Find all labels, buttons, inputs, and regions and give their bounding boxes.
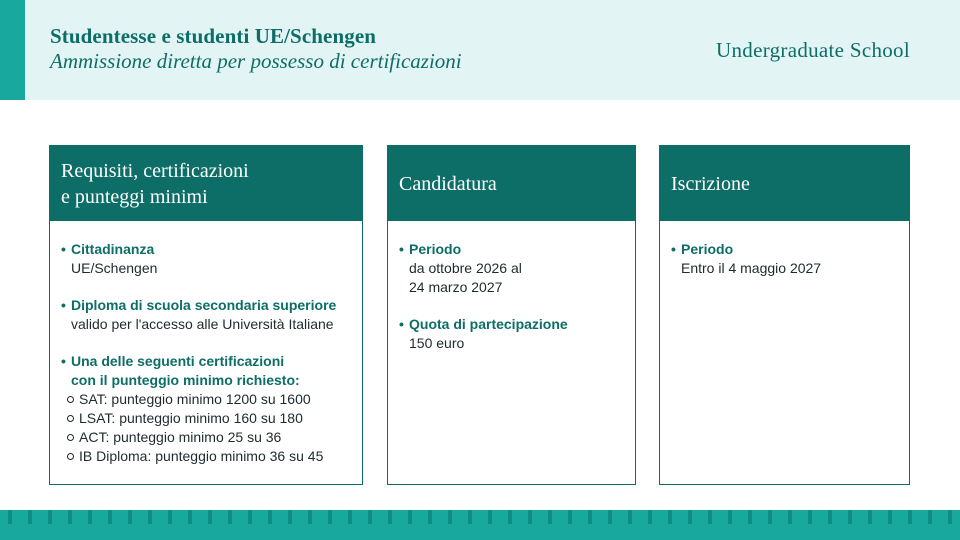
bullet-icon: • xyxy=(399,241,404,257)
certification-item xyxy=(67,447,350,466)
bullet-icon: • xyxy=(61,297,66,313)
header-accent-bar xyxy=(0,0,25,100)
circle-bullet-icon xyxy=(67,428,79,447)
card-enrollment-body xyxy=(660,221,909,278)
certification-text: IB Diploma: punteggio minimo 36 su 45 xyxy=(79,448,324,464)
item-label: Quota di partecipazione xyxy=(409,316,568,332)
list-item xyxy=(399,315,623,353)
card-requirements-header xyxy=(50,146,362,221)
card-title: Candidatura xyxy=(399,172,497,195)
school-name: Undergraduate School xyxy=(716,38,910,62)
circle-bullet-icon xyxy=(67,409,79,428)
card-application-header xyxy=(388,146,635,221)
list-item xyxy=(61,240,350,278)
card-requirements xyxy=(49,145,363,485)
item-text: 24 marzo 2027 xyxy=(409,279,503,295)
card-application xyxy=(387,145,636,485)
certification-list xyxy=(61,390,350,466)
certification-text: SAT: punteggio minimo 1200 su 1600 xyxy=(79,391,311,407)
item-label: Periodo xyxy=(409,241,462,257)
item-label: Diploma di scuola secondaria superiore xyxy=(71,297,337,313)
certification-text: LSAT: punteggio minimo 160 su 180 xyxy=(79,410,303,426)
card-title: Iscrizione xyxy=(671,172,750,195)
certification-item xyxy=(67,428,350,447)
bullet-icon: • xyxy=(671,241,676,257)
card-enrollment xyxy=(659,145,910,485)
list-item xyxy=(61,296,350,334)
certification-text: ACT: punteggio minimo 25 su 36 xyxy=(79,429,282,445)
bullet-icon: • xyxy=(61,241,66,257)
card-title-line: Requisiti, certificazioni xyxy=(61,159,249,182)
list-item xyxy=(399,240,623,297)
card-requirements-body xyxy=(50,221,362,466)
card-title-line: e punteggi minimi xyxy=(61,185,208,208)
bullet-icon: • xyxy=(399,316,404,332)
item-text: valido per l'accesso alle Università Italiane xyxy=(71,316,334,332)
bullet-icon: • xyxy=(61,353,66,369)
circle-bullet-icon xyxy=(67,447,79,466)
certification-item xyxy=(67,390,350,409)
header-band xyxy=(0,0,960,100)
item-label: Una delle seguenti certificazioni xyxy=(71,353,285,369)
circle-bullet-icon xyxy=(67,390,79,409)
page-title: Studentesse e studenti UE/Schengen xyxy=(50,24,377,48)
footer-pattern xyxy=(0,510,960,524)
certification-item xyxy=(67,409,350,428)
card-enrollment-header xyxy=(660,146,909,221)
item-text: Entro il 4 maggio 2027 xyxy=(681,260,822,276)
item-text: UE/Schengen xyxy=(71,260,158,276)
item-text: da ottobre 2026 al xyxy=(409,260,522,276)
list-item xyxy=(61,352,350,466)
list-item xyxy=(671,240,897,278)
item-label: Periodo xyxy=(681,241,734,257)
item-text: 150 euro xyxy=(409,335,465,351)
card-application-body xyxy=(388,221,635,353)
page-subtitle: Ammissione diretta per possesso di certificazioni xyxy=(50,49,462,73)
item-label: con il punteggio minimo richiesto: xyxy=(71,372,300,388)
item-label: Cittadinanza xyxy=(71,241,155,257)
